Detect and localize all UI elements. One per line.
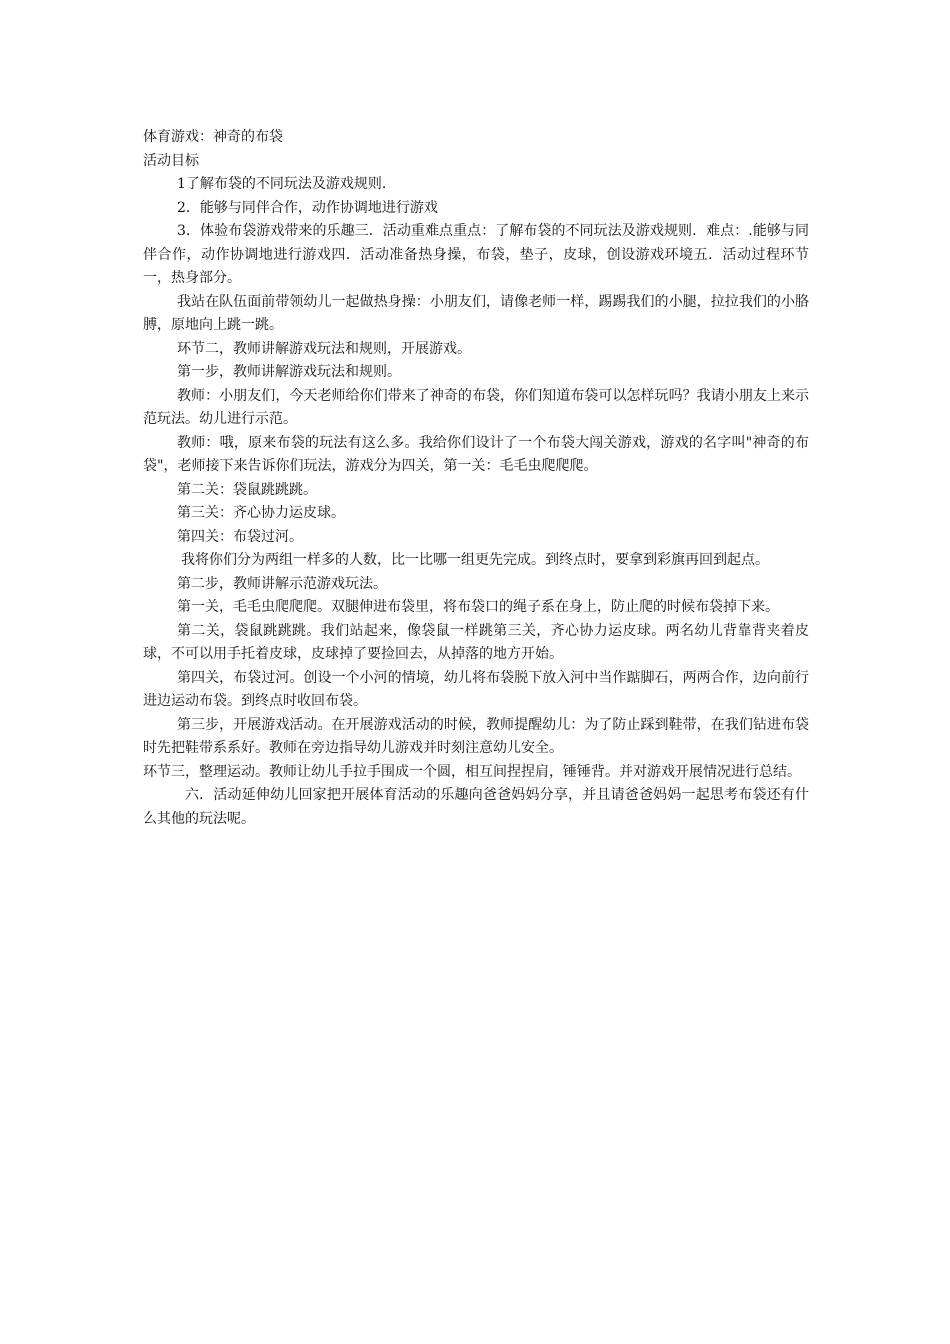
paragraph-step-two: 第二步，教师讲解示范游戏玩法。 (177, 575, 387, 592)
document-page (143, 126, 809, 831)
paragraph-groups: 我将你们分为两组一样多的人数，比一比哪一组更先完成。到终点时，要拿到彩旗再回到起点。 (181, 552, 769, 568)
paragraph-stage-three: 环节三，整理运动。教师让幼儿手拉手围成一个圆，相互间捏捏肩，锤锤背。并对游戏开展情况进行总结。 (143, 763, 801, 780)
paragraph-warmup: 我站在队伍面前带领幼儿一起做热身操：小朋友们，请像老师一样，踢踢我们的小腿，拉拉我们的小胳膊，原地向上跳一跳。 (143, 293, 809, 333)
paragraph-teacher-intro: 教师：小朋友们，今天老师给你们带来了神奇的布袋，你们知道布袋可以怎样玩吗？我请小朋友上来示范玩法。幼儿进行示范。 (143, 387, 809, 427)
paragraph-step-one: 第一步，教师讲解游戏玩法和规则。 (177, 364, 401, 380)
paragraph-rule-four: 第四关，布袋过河。创设一个小河的情境，幼儿将布袋脱下放入河中当作踮脚石，两两合作，边向前行进边运动布袋。到终点时收回布袋。 (143, 669, 809, 709)
paragraph-level-three: 第三关：齐心协力运皮球。 (177, 505, 345, 521)
section-heading-goal: 活动目标 (143, 152, 199, 169)
paragraph-step-three: 第三步，开展游戏活动。在开展游戏活动的时候，教师提醒幼儿：为了防止踩到鞋带，在我们钻进布袋时先把鞋带系系好。教师在旁边指导幼儿游戏并时刻注意幼儿安全。 (143, 716, 809, 756)
goal-item-3: 3．体验布袋游戏带来的乐趣三．活动重难点重点：了解布袋的不同玩法及游戏规则．难点：.能够与同伴合作，动作协调地进行游戏四．活动准备热身操，布袋，垫子，皮球，创设游戏环境五．活动过程环节一，热身部分。 (143, 223, 809, 286)
paragraph-level-two: 第二关：袋鼠跳跳跳。 (177, 481, 317, 498)
paragraph-rule-one: 第一关，毛毛虫爬爬爬。双腿伸进布袋里，将布袋口的绳子系在身上，防止爬的时候布袋掉下来。 (177, 599, 779, 615)
paragraph-teacher-game: 教师：哦，原来布袋的玩法有这么多。我给你们设计了一个布袋大闯关游戏，游戏的名字叫"神奇的布袋"，老师接下来告诉你们玩法，游戏分为四关，第一关：毛毛虫爬爬爬。 (143, 434, 809, 474)
paragraph-rule-two-three: 第二关，袋鼠跳跳跳。我们站起来，像袋鼠一样跳第三关，齐心协力运皮球。两名幼儿背靠背夹着皮球，不可以用手托着皮球，皮球掉了要捡回去，从掉落的地方开始。 (143, 622, 809, 662)
paragraph-extension: 六．活动延伸幼儿回家把开展体育活动的乐趣向爸爸妈妈分享，并且请爸爸妈妈一起思考布袋还有什么其他的玩法呢。 (143, 787, 809, 827)
goal-item-2: 2．能够与同伴合作，动作协调地进行游戏 (177, 199, 438, 216)
paragraph-stage-two: 环节二，教师讲解游戏玩法和规则，开展游戏。 (177, 340, 471, 357)
paragraph-level-four: 第四关：布袋过河。 (177, 528, 303, 545)
document-title: 体育游戏：神奇的布袋 (143, 129, 283, 145)
goal-item-1: 1了解布袋的不同玩法及游戏规则. (177, 176, 387, 192)
